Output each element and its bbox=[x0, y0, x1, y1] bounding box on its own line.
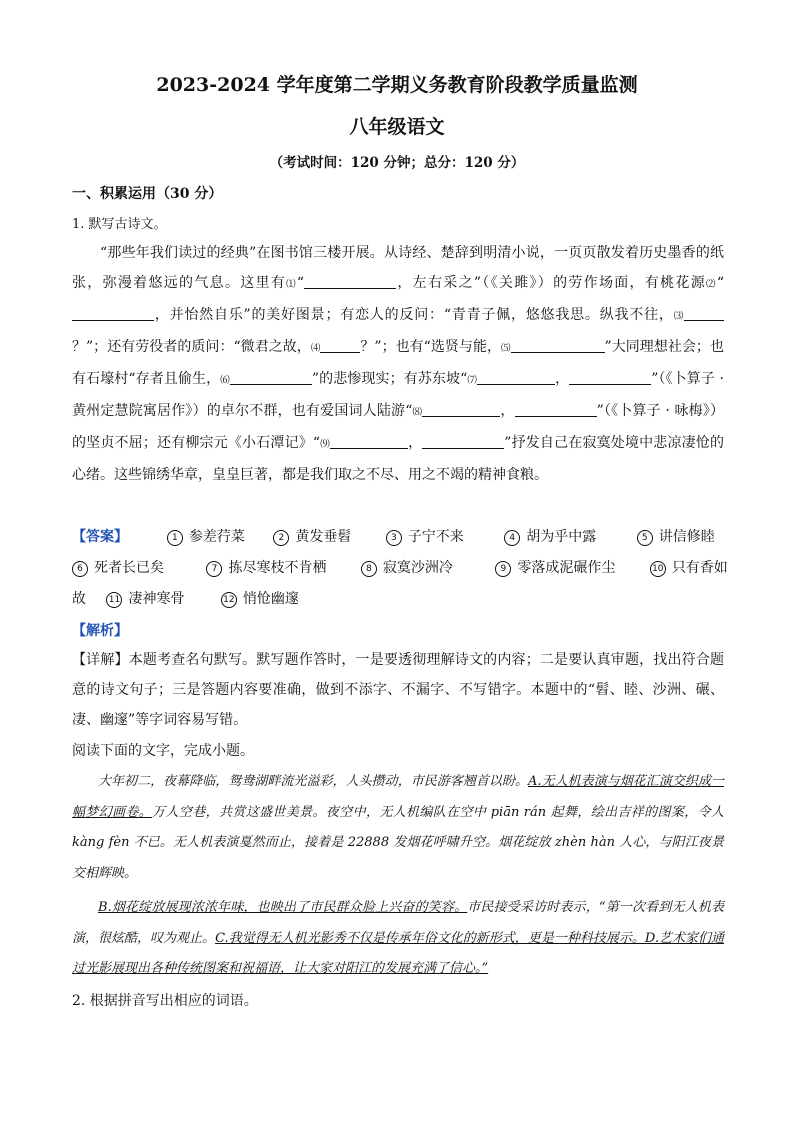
blank-number: ⑴ bbox=[286, 279, 297, 290]
answer-blank[interactable] bbox=[72, 304, 154, 321]
underlined-sentence-b: B.烟花绽放展现浓浓年味，也映出了市民群众脸上兴奋的笑容。 bbox=[98, 900, 468, 915]
answer-item: 4 胡为乎中露 bbox=[504, 526, 632, 546]
answer-row bbox=[72, 588, 732, 608]
underlined-sentence-cd: C.我觉得无人机光影秀不仅是传承年俗文化的新形式，更是一种科技展示。D.艺术家们通过光影展现出各种传统图案和祝福语，让大家对阳江的发展充满了信心。” bbox=[72, 930, 724, 976]
blank-number: ⑻ bbox=[412, 407, 423, 418]
analysis-tag: 【解析】 bbox=[72, 623, 128, 639]
blank-number: ⑺ bbox=[467, 375, 477, 386]
answer-item: 6 死者长已矣 bbox=[72, 557, 202, 577]
answer-tag: 【答案】 bbox=[72, 529, 128, 545]
blank-number: ⑵ bbox=[706, 279, 717, 290]
answer-item: 7 拣尽寒枝不肯栖 bbox=[206, 557, 356, 577]
answer-blank[interactable] bbox=[422, 432, 504, 449]
answer-item: 1 参差荇菜 bbox=[167, 526, 269, 546]
underlined-sentence-a: A.无人机表演与烟花汇演交织成一幅梦幻画卷。 bbox=[72, 774, 724, 820]
answer-item: 3 子宁不来 bbox=[386, 526, 500, 546]
exam-title: 2023-2024 学年度第二学期义务教育阶段教学质量监测 bbox=[156, 74, 638, 96]
answer-item: 11 凄神寒骨 bbox=[106, 588, 216, 608]
blank-number: ⑷ bbox=[310, 343, 321, 354]
answer-blank[interactable] bbox=[684, 304, 724, 321]
reading-passage-1: 大年初二，夜幕降临，鸳鸯湖畔流光溢彩，人头攒动，市民游客翘首以盼。A.无人机表演与烟花汇演交织成一幅梦幻画卷。万人空巷，共赏这盛世美景。夜空中，无人机编队在空中 piān rán 起舞，绘出吉祥的图案，令人 kàng fèn 不已。无人机表演戛然而止，接着是 22888 发烟花呼啸升空。烟花绽放 zhèn hàn 人心，与阳江夜景交相辉映。 bbox=[72, 774, 724, 881]
detail-tag: 【详解】 bbox=[72, 652, 129, 668]
blank-number: ⑼ bbox=[320, 439, 330, 450]
answer-continuation: 故 bbox=[72, 591, 86, 607]
answer-blank[interactable] bbox=[330, 432, 408, 449]
answer-blank[interactable] bbox=[477, 368, 555, 385]
analysis-detail: 【详解】本题考查名句默写。默写题作答时，一是要透彻理解诗文的内容；二是要认真审题，找出符合题意的诗文句子；三是答题内容要准确，做到不添字、不漏字、不写错字。本题中的“髫、睦、沙洲、碾、凄、幽邃”等字词容易写错。 bbox=[72, 652, 725, 728]
answer-row bbox=[72, 526, 732, 546]
answer-blank[interactable] bbox=[511, 336, 605, 353]
answer-blank[interactable] bbox=[515, 400, 597, 417]
blank-number: ⑸ bbox=[501, 343, 511, 354]
answer-blank[interactable] bbox=[569, 368, 651, 385]
answer-blank[interactable] bbox=[304, 272, 396, 289]
reading-instruction: 阅读下面的文字，完成小题。 bbox=[72, 743, 254, 759]
answer-item: 2 黄发垂髫 bbox=[273, 526, 381, 546]
reading-passage-2: B.烟花绽放展现浓浓年味，也映出了市民群众脸上兴奋的笑容。市民接受采访时表示，“第一次看到无人机表演，很炫酷，叹为观止。C.我觉得无人机光影秀不仅是传承年俗文化的新形式，更是一种科技展示。D.艺术家们通过光影展现出各种传统图案和祝福语，让大家对阳江的发展充满了信心。” bbox=[72, 900, 724, 976]
answer-blank[interactable] bbox=[422, 400, 500, 417]
answer-item: 8 寂寞沙洲冷 bbox=[361, 557, 491, 577]
exam-info: （考试时间：120 分钟；总分：120 分） bbox=[269, 155, 525, 171]
blank-number: ⑶ bbox=[673, 311, 684, 322]
answer-item: 9 零落成泥碾作尘 bbox=[495, 557, 645, 577]
answer-item: 12 悄怆幽邃 bbox=[221, 588, 299, 608]
section-heading: 一、积累运用（30 分） bbox=[72, 186, 223, 202]
question-1-passage: “那些年我们读过的经典”在图书馆三楼开展。从诗经、楚辞到明清小说，一页页散发着历史墨香的纸张，弥漫着悠远的气息。这里有⑴“ ，左右采之”（《关雎》）的劳作场面，有桃花源⑵“，并怡然自乐”的美好图景；有恋人的反问：“青青子佩，悠悠我思。纵我不往，⑶？”；还有劳役者的质问：“微君之故，⑷ ？”；也有“选贤与能，⑸ ”大同理想社会；也有石壕村“存者且偷生，⑹ ”的悲惨现实；有苏东坡“⑺ ， ”（《卜算子 · 黄州定慧院寓居作》）的卓尔不群，也有爱国词人陆游“⑻ ， ”（《卜算子 · 咏梅》）的坚贞不屈；还有柳宗元《小石潭记》“⑼ ， ”抒发自己在寂寞处境中悲凉凄怆的心绪。这些锦绣华章，皇皇巨著，都是我们取之不尽、用之不竭的精神食粮。 bbox=[72, 245, 725, 483]
question-1-label: 1. 默写古诗文。 bbox=[72, 217, 167, 232]
answer-item: 5 讲信修睦 bbox=[637, 526, 715, 546]
question-2-label: 2. 根据拼音写出相应的词语。 bbox=[72, 993, 258, 1009]
answer-blank[interactable] bbox=[320, 336, 360, 353]
exam-subject: 八年级语文 bbox=[349, 116, 445, 138]
blank-number: ⑹ bbox=[220, 375, 230, 386]
answer-row bbox=[72, 557, 732, 577]
answer-item: 10 只有香如 bbox=[650, 557, 728, 577]
answer-blank[interactable] bbox=[230, 368, 312, 385]
